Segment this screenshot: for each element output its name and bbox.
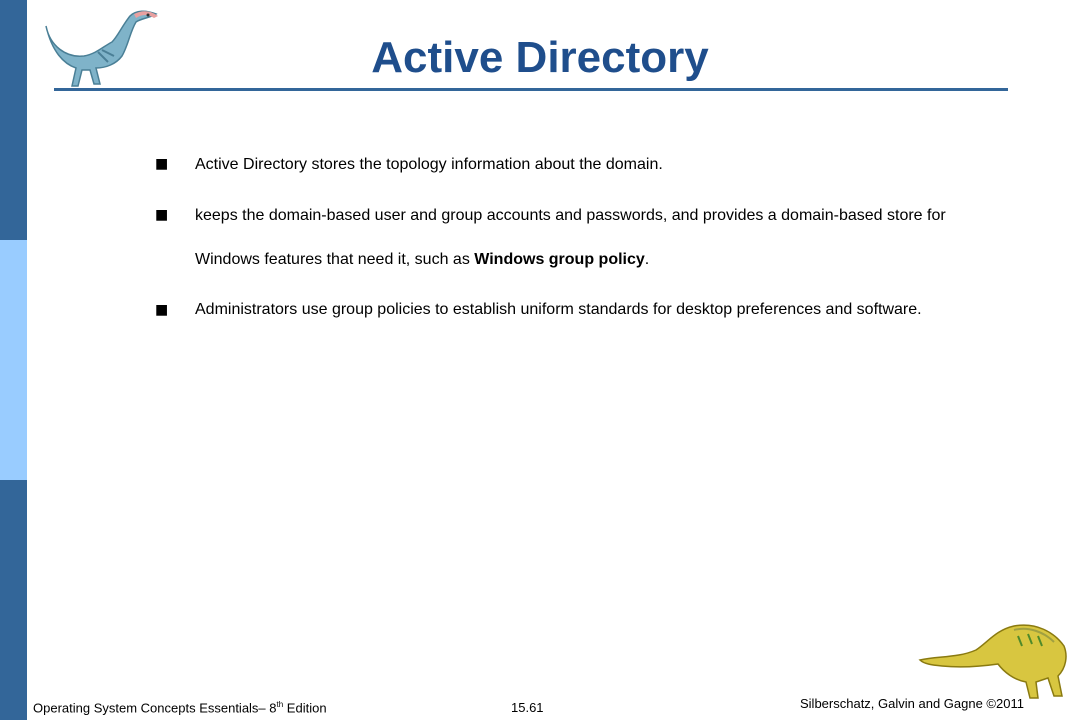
bullet-marker-3: ■	[155, 302, 169, 318]
footer-copyright: Silberschatz, Galvin and Gagne ©2011	[800, 696, 1024, 711]
title-underline	[54, 88, 1008, 91]
bullet-2-bold-term: Windows group policy	[474, 251, 645, 268]
footer-title-suffix: Edition	[283, 700, 327, 716]
bullet-marker-2: ■	[155, 207, 169, 223]
bullet-text-1: Active Directory stores the topology information about the domain.	[195, 156, 663, 173]
footer-book-title	[33, 700, 327, 715]
bullet-2-text-before: keeps the domain-based user and group accounts and passwords, and provides a domain-based store for Windows features that need it, such as	[195, 207, 946, 268]
bullet-marker-1: ■	[155, 156, 169, 172]
page-title: Active Directory	[371, 33, 709, 82]
footer-edition-sup: th	[276, 700, 284, 709]
dinosaur-logo-bottom	[918, 616, 1068, 700]
footer-title-prefix: Operating System Concepts Essentials– 8	[33, 700, 277, 716]
bullet-2-text-after: .	[644, 251, 650, 268]
footer-page-number: 15.61	[511, 700, 544, 715]
left-sidebar-highlight	[0, 240, 27, 480]
bullet-text-2	[195, 194, 975, 282]
bullet-text-3: Administrators use group policies to establish uniform standards for desktop preferences and software.	[195, 301, 922, 318]
